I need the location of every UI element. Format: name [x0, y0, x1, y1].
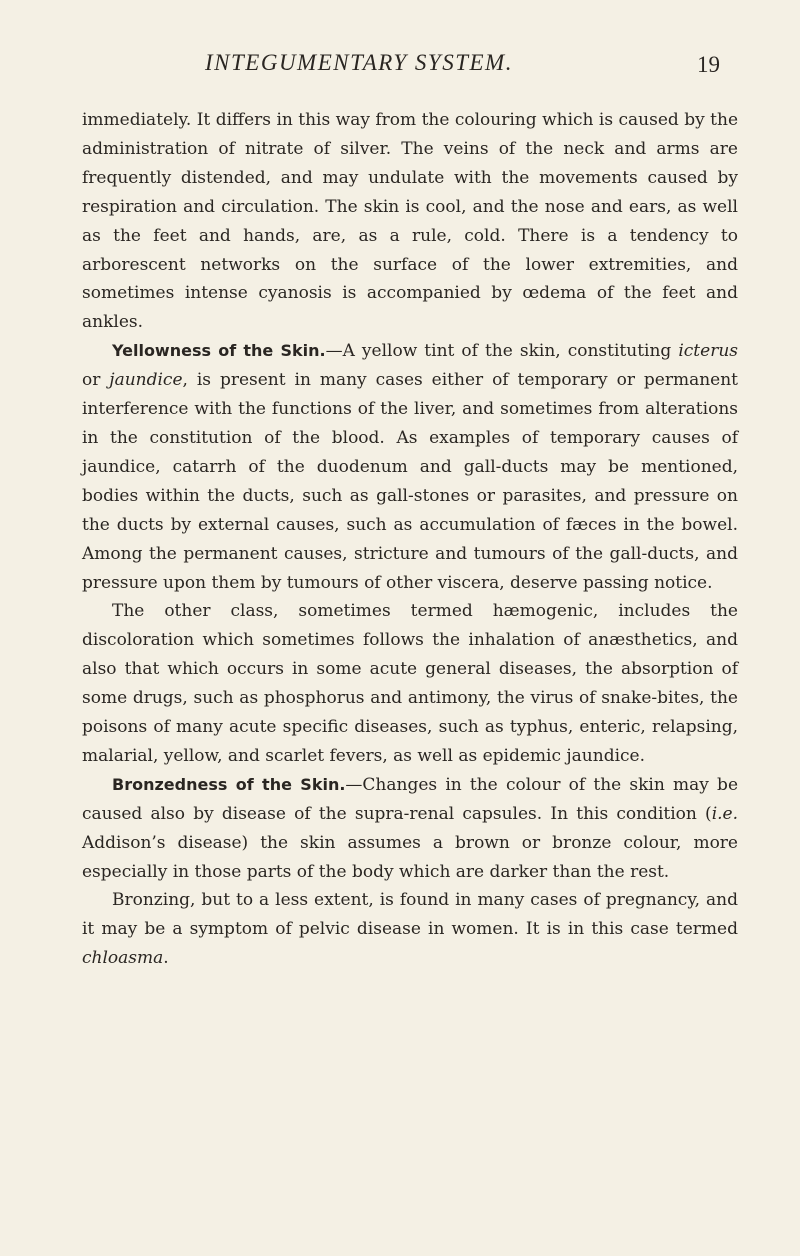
italic-term-jaundice: jaundice — [109, 370, 183, 391]
page-number: 19 — [697, 52, 720, 77]
italic-term-chloasma: chloasma — [82, 948, 164, 969]
paragraph-bronzedness — [82, 771, 738, 887]
paragraph-text: or — [82, 370, 110, 391]
paragraph-text: —Changes in the colour of the skin may be caused also by disease of the supra-renal capsules. In this condition ( — [82, 774, 738, 824]
italic-term-icterus: icterus — [678, 341, 738, 362]
paragraph-yellowness — [82, 337, 738, 597]
paragraph-text: , is present in many cases either of temporary or permanent interference with the functions of the liver, and sometimes from alterations in the constitution of the blood. As examples of temporary causes of jaundice, catarrh of the duodenum and gall-ducts may be mentioned, bodies within the ducts, such as gall-stones or parasites, and pressure on the ducts by external causes, such as accumulation of fæces in the bowel. Among the permanent causes, stricture and tumours of the gall-ducts, and pressure upon them by tumours of other viscera, deserve passing notice. — [82, 370, 738, 593]
paragraph-text: Bronzing, but to a less extent, is found in many cases of pregnancy, and it may be a symptom of pelvic disease in women. It is in this case termed — [82, 890, 738, 940]
section-heading-yellowness: Yellowness of the Skin. — [112, 341, 326, 361]
running-title: INTEGUMENTARY SYSTEM. — [205, 50, 513, 75]
paragraph-text: Addison’s disease) the skin assumes a brown or bronze colour, more especially in those parts of the body which are darker than the rest. — [82, 832, 738, 882]
paragraph-haemogenic: The other class, sometimes termed hæmogenic, includes the discoloration which sometimes follows the inhalation of anæsthetics, and also that which occurs in some acute general diseases, the absorption of some drugs, such as phosphorus and antimony, the virus of snake-bites, the poisons of many acute specific diseases, such as typhus, enteric, relapsing, malarial, yellow, and scarlet fevers, as well as epidemic jaundice. — [82, 601, 738, 766]
body-text — [82, 106, 738, 973]
paragraph-bronzing — [82, 886, 738, 973]
paragraph-cyanosis-continued: immediately. It differs in this way from the colouring which is caused by the administration of nitrate of silver. The veins of the neck and arms are frequently distended, and may undulate with the movements caused by respiration and circulation. The skin is cool, and the nose and ears, as well as the feet and hands, are, as a rule, cold. There is a tendency to arborescent networks on the surface of the lower extremities, and sometimes intense cyanosis is accompanied by œdema of the feet and ankles. — [82, 110, 738, 333]
section-heading-bronzedness: Bronzedness of the Skin. — [112, 774, 346, 794]
paragraph-text: . — [163, 948, 169, 969]
paragraph-text: —A yellow tint of the skin, constituting — [325, 341, 679, 362]
italic-term-ie: i.e. — [711, 803, 738, 824]
